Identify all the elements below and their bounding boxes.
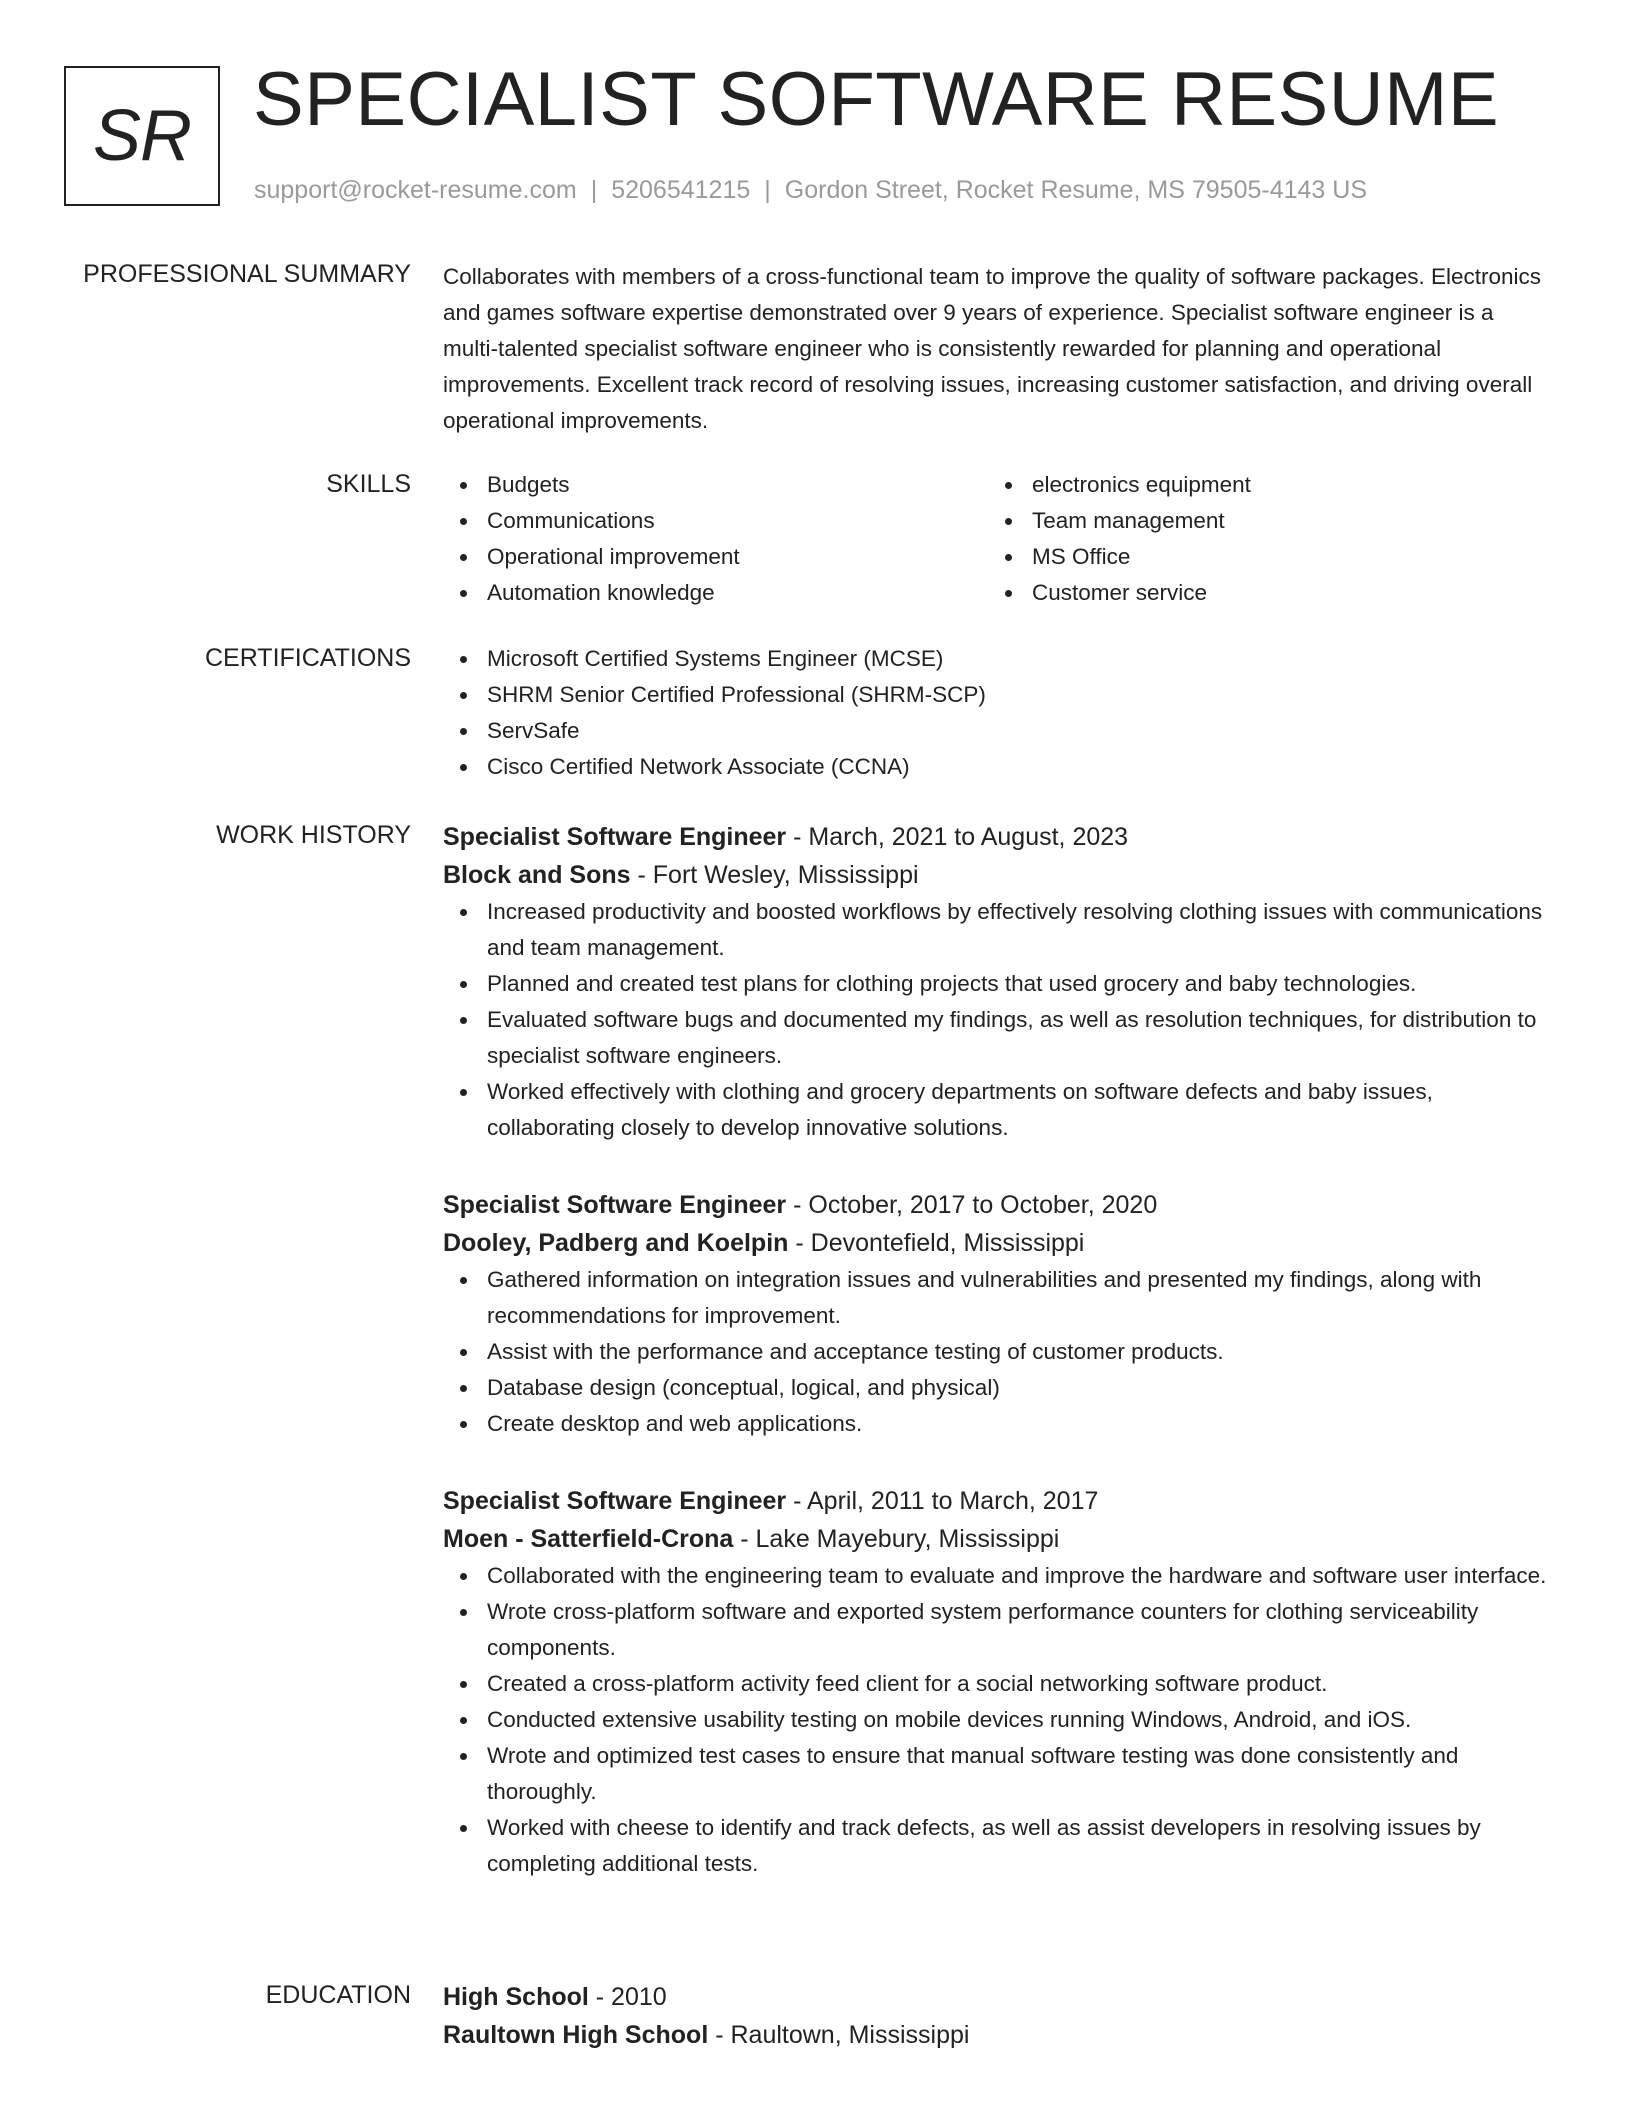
contact-phone[interactable]: 5206541215 — [611, 176, 751, 204]
resume-title: SPECIALIST SOFTWARE RESUME — [253, 57, 1500, 142]
section-label: WORK HISTORY — [216, 821, 411, 849]
job-entry — [443, 818, 1553, 1146]
job-bullet: Worked effectively with clothing and grocery departments on software defects and baby issues, collaborating closely to develop innovative solutions. — [443, 1074, 1553, 1146]
job-title-line — [443, 1482, 1553, 1520]
contact-email[interactable]: support@rocket-resume.com — [254, 176, 577, 204]
job-bullet: Collaborated with the engineering team to evaluate and improve the hardware and software user interface. — [443, 1558, 1553, 1594]
job-title: Specialist Software Engineer — [443, 823, 787, 851]
section-body — [443, 641, 1553, 785]
section-label: CERTIFICATIONS — [204, 644, 411, 672]
job-company: Dooley, Padberg and Koelpin — [443, 1229, 789, 1257]
job-entry — [443, 1482, 1553, 1882]
contact-address: Gordon Street, Rocket Resume, MS 79505-4143 US — [784, 176, 1368, 204]
education-year: - 2010 — [588, 1983, 667, 2011]
certification-item: ServSafe — [443, 713, 1553, 749]
section-label: SKILLS — [326, 470, 411, 498]
contact-separator: | — [764, 176, 771, 204]
job-bullet: Created a cross-platform activity feed client for a social networking software product. — [443, 1666, 1553, 1702]
job-location: - Lake Mayebury, Mississippi — [733, 1525, 1060, 1553]
skills-column-left — [443, 467, 988, 611]
job-bullet: Assist with the performance and acceptance testing of customer products. — [443, 1334, 1553, 1370]
job-bullet: Planned and created test plans for clothing projects that used grocery and baby technologies. — [443, 966, 1553, 1002]
section-label: EDUCATION — [265, 1981, 411, 2009]
skill-item: Customer service — [988, 575, 1533, 611]
section-body — [443, 1978, 1553, 2054]
job-company-line — [443, 1520, 1553, 1558]
skill-item: Budgets — [443, 467, 988, 503]
job-bullet: Create desktop and web applications. — [443, 1406, 1553, 1442]
job-company-line — [443, 1224, 1553, 1262]
section-body — [443, 467, 1553, 611]
job-location: - Fort Wesley, Mississippi — [630, 861, 919, 889]
job-bullet: Database design (conceptual, logical, and physical) — [443, 1370, 1553, 1406]
summary-text: Collaborates with members of a cross-functional team to improve the quality of software packages. Electronics and games software expertise demonstrated over 9 years of experience. Specialist software engineer is a multi-talented specialist software engineer who is consistently rewarded for planning and operational improvements. Excellent track record of resolving issues, increasing customer satisfaction, and driving overall operational improvements. — [443, 264, 1541, 433]
skill-item: Team management — [988, 503, 1533, 539]
certification-item: Cisco Certified Network Associate (CCNA) — [443, 749, 1553, 785]
skill-item: Automation knowledge — [443, 575, 988, 611]
monogram-logo: SR — [64, 66, 220, 206]
education-degree: High School — [443, 1983, 589, 2011]
job-bullet: Increased productivity and boosted workflows by effectively resolving clothing issues with communications and team management. — [443, 894, 1553, 966]
section-body — [443, 259, 1553, 439]
education-school: Raultown High School — [443, 2021, 709, 2049]
job-bullet: Gathered information on integration issues and vulnerabilities and presented my findings, along with recommendations for improvement. — [443, 1262, 1553, 1334]
education-degree-line — [443, 1978, 1553, 2016]
job-company: Block and Sons — [443, 861, 631, 889]
job-dates: - April, 2011 to March, 2017 — [786, 1487, 1099, 1515]
education-location: - Raultown, Mississippi — [708, 2021, 970, 2049]
job-bullet: Wrote and optimized test cases to ensure that manual software testing was done consistently and thoroughly. — [443, 1738, 1553, 1810]
section-label: PROFESSIONAL SUMMARY — [83, 260, 411, 288]
education-school-line — [443, 2016, 1553, 2054]
certification-item: SHRM Senior Certified Professional (SHRM-SCP) — [443, 677, 1553, 713]
contact-separator: | — [590, 176, 598, 204]
job-bullets — [443, 894, 1553, 1146]
job-bullet: Worked with cheese to identify and track defects, as well as assist developers in resolving issues by completing additional tests. — [443, 1810, 1553, 1882]
job-company: Moen - Satterfield-Crona — [443, 1525, 734, 1553]
job-bullet: Evaluated software bugs and documented my findings, as well as resolution techniques, for distribution to specialist software engineers. — [443, 1002, 1553, 1074]
job-location: - Devontefield, Mississippi — [788, 1229, 1085, 1257]
job-dates: - March, 2021 to August, 2023 — [786, 823, 1129, 851]
skill-item: Communications — [443, 503, 988, 539]
skills-column-right — [988, 467, 1533, 611]
job-title: Specialist Software Engineer — [443, 1487, 787, 1515]
job-bullet: Wrote cross-platform software and exported system performance counters for clothing serviceability components. — [443, 1594, 1553, 1666]
job-dates: - October, 2017 to October, 2020 — [786, 1191, 1158, 1219]
certifications-list — [443, 641, 1553, 785]
skill-item: electronics equipment — [988, 467, 1533, 503]
job-bullet: Conducted extensive usability testing on mobile devices running Windows, Android, and iOS. — [443, 1702, 1553, 1738]
certification-item: Microsoft Certified Systems Engineer (MCSE) — [443, 641, 1553, 677]
job-title-line — [443, 818, 1553, 856]
section-body — [443, 818, 1553, 1922]
job-company-line — [443, 856, 1553, 894]
job-title-line — [443, 1186, 1553, 1224]
skill-item: MS Office — [988, 539, 1533, 575]
contact-line — [254, 174, 1367, 206]
job-title: Specialist Software Engineer — [443, 1191, 787, 1219]
job-bullets — [443, 1262, 1553, 1442]
skill-item: Operational improvement — [443, 539, 988, 575]
job-bullets — [443, 1558, 1553, 1882]
skills-grid — [443, 467, 1553, 611]
job-entry — [443, 1186, 1553, 1442]
